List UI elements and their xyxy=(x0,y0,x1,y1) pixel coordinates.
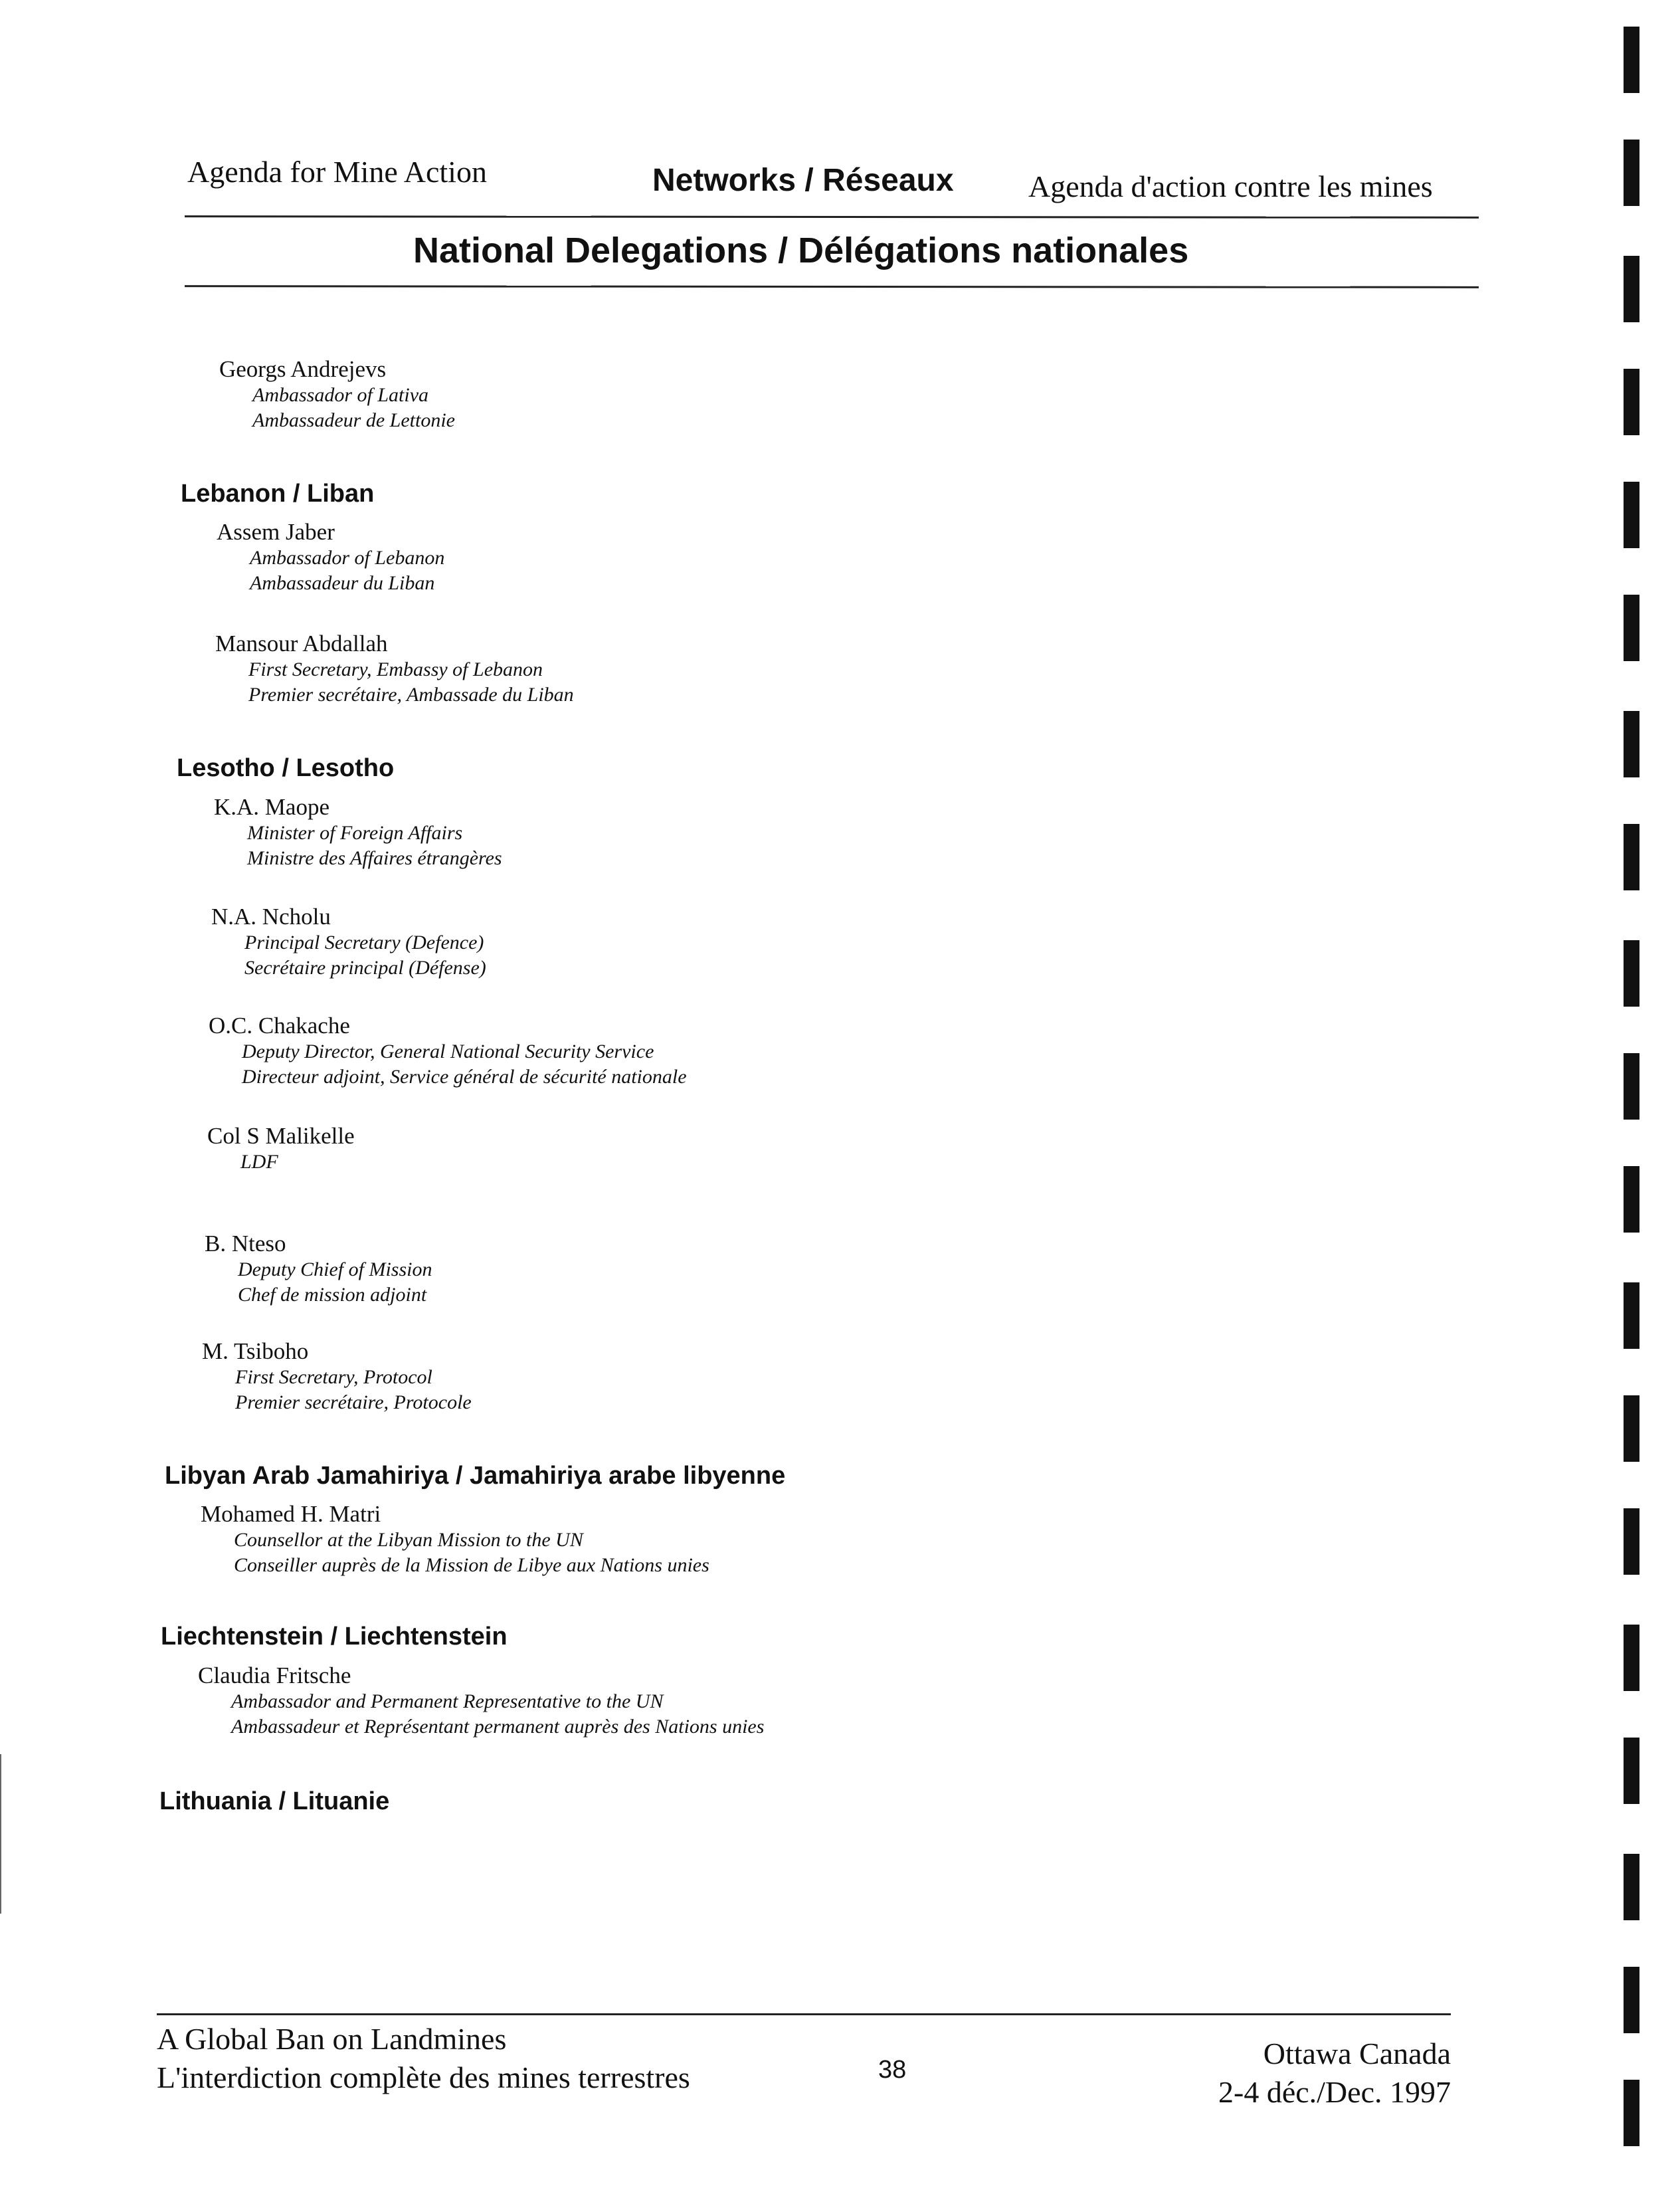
delegate-name: Assem Jaber xyxy=(217,519,335,545)
binding-hole xyxy=(1624,595,1639,661)
binding-hole xyxy=(1624,1738,1639,1804)
binding-hole xyxy=(1624,1967,1639,2033)
footer-title-en: A Global Ban on Landmines xyxy=(157,2022,507,2056)
delegate-role-en: First Secretary, Protocol xyxy=(235,1366,432,1388)
footer-dates: 2-4 déc./Dec. 1997 xyxy=(1218,2075,1451,2109)
delegate-entry xyxy=(214,794,502,871)
delegate-role-en: Ambassador of Lebanon xyxy=(250,547,445,569)
delegate-entry xyxy=(209,1013,687,1090)
footer-location: Ottawa Canada xyxy=(1263,2037,1451,2070)
binding-hole xyxy=(1624,711,1639,777)
header-left-title: Agenda for Mine Action xyxy=(187,155,487,189)
binding-hole xyxy=(1624,1282,1639,1349)
delegate-name: B. Nteso xyxy=(205,1231,286,1256)
header-rule-top xyxy=(185,215,1479,219)
country-heading-liechtenstein: Liechtenstein / Liechtenstein xyxy=(161,1623,508,1650)
delegate-role-en: Deputy Chief of Mission xyxy=(238,1258,432,1280)
delegate-role-en: LDF xyxy=(240,1151,278,1173)
delegate-role-fr: Secrétaire principal (Défense) xyxy=(244,957,486,979)
binding-hole xyxy=(1624,27,1639,93)
binding-hole xyxy=(1624,256,1639,322)
binding-hole xyxy=(1624,824,1639,890)
footer-rule xyxy=(157,2013,1451,2015)
binding-hole xyxy=(1624,1625,1639,1691)
country-heading-libya: Libyan Arab Jamahiriya / Jamahiriya arabe libyenne xyxy=(165,1462,786,1490)
delegate-name: N.A. Ncholu xyxy=(211,904,331,930)
delegate-name: O.C. Chakache xyxy=(209,1013,350,1039)
delegate-role-en: Ambassador of Lativa xyxy=(252,384,429,406)
country-heading-lesotho: Lesotho / Lesotho xyxy=(177,754,395,782)
binding-hole xyxy=(1624,1395,1639,1462)
binding-hole xyxy=(1624,1166,1639,1233)
binding-hole xyxy=(1624,940,1639,1007)
delegate-name: Georgs Andrejevs xyxy=(219,356,387,382)
binding-hole xyxy=(1624,482,1639,548)
delegate-entry xyxy=(201,1501,709,1578)
delegate-role-fr: Ambassadeur de Lettonie xyxy=(252,409,455,431)
header-center-title: Networks / Réseaux xyxy=(652,163,954,198)
delegate-name: Mansour Abdallah xyxy=(215,631,388,656)
delegate-role-fr: Chef de mission adjoint xyxy=(238,1284,427,1306)
delegate-role-fr: Directeur adjoint, Service général de sécurité nationale xyxy=(242,1066,687,1088)
binding-hole xyxy=(1624,1053,1639,1120)
delegate-entry xyxy=(207,1123,355,1175)
delegate-entry xyxy=(215,631,574,708)
country-heading-lebanon: Lebanon / Liban xyxy=(181,480,375,508)
delegate-role-en: Counsellor at the Libyan Mission to the UN xyxy=(234,1529,583,1551)
scan-edge-line xyxy=(0,1754,1,1914)
delegate-role-en: Deputy Director, General National Security Service xyxy=(242,1041,654,1062)
binding-hole xyxy=(1624,1508,1639,1575)
footer-right xyxy=(1218,2035,1451,2112)
delegate-role-en: Ambassador and Permanent Representative to the UN xyxy=(231,1690,664,1712)
binding-hole xyxy=(1624,2080,1639,2146)
delegate-role-en: First Secretary, Embassy of Lebanon xyxy=(248,658,543,680)
header-rule-bottom xyxy=(185,285,1479,288)
delegate-name: Mohamed H. Matri xyxy=(201,1501,381,1527)
delegate-entry xyxy=(211,904,486,981)
country-heading-lithuania: Lithuania / Lituanie xyxy=(159,1787,390,1815)
header-right-title: Agenda d'action contre les mines xyxy=(1028,169,1433,203)
binding-hole xyxy=(1624,1854,1639,1920)
delegate-entry xyxy=(198,1662,764,1740)
delegate-role-fr: Ministre des Affaires étrangères xyxy=(247,847,502,869)
delegate-role-fr: Ambassadeur et Représentant permanent auprès des Nations unies xyxy=(231,1716,765,1738)
delegate-role-fr: Premier secrétaire, Ambassade du Liban xyxy=(248,684,574,706)
delegate-entry xyxy=(217,519,444,596)
section-title: National Delegations / Délégations nationales xyxy=(413,231,1189,270)
delegate-role-fr: Ambassadeur du Liban xyxy=(250,572,435,594)
delegate-role-en: Principal Secretary (Defence) xyxy=(244,932,484,953)
delegate-entry xyxy=(202,1338,472,1415)
delegate-role-fr: Conseiller auprès de la Mission de Libye aux Nations unies xyxy=(234,1554,709,1576)
delegate-name: M. Tsiboho xyxy=(202,1338,309,1364)
binding-hole xyxy=(1624,369,1639,435)
delegate-name: K.A. Maope xyxy=(214,794,329,820)
page-number: 38 xyxy=(878,2056,907,2084)
delegate-name: Claudia Fritsche xyxy=(198,1662,351,1688)
delegate-name: Col S Malikelle xyxy=(207,1123,355,1149)
delegate-role-en: Minister of Foreign Affairs xyxy=(247,822,463,844)
footer-title-fr: L'interdiction complète des mines terrestres xyxy=(157,2060,690,2094)
footer-left xyxy=(157,2020,690,2097)
delegate-entry xyxy=(205,1231,432,1308)
binding-hole xyxy=(1624,140,1639,206)
delegate-role-fr: Premier secrétaire, Protocole xyxy=(235,1391,472,1413)
delegate-entry xyxy=(219,356,455,433)
